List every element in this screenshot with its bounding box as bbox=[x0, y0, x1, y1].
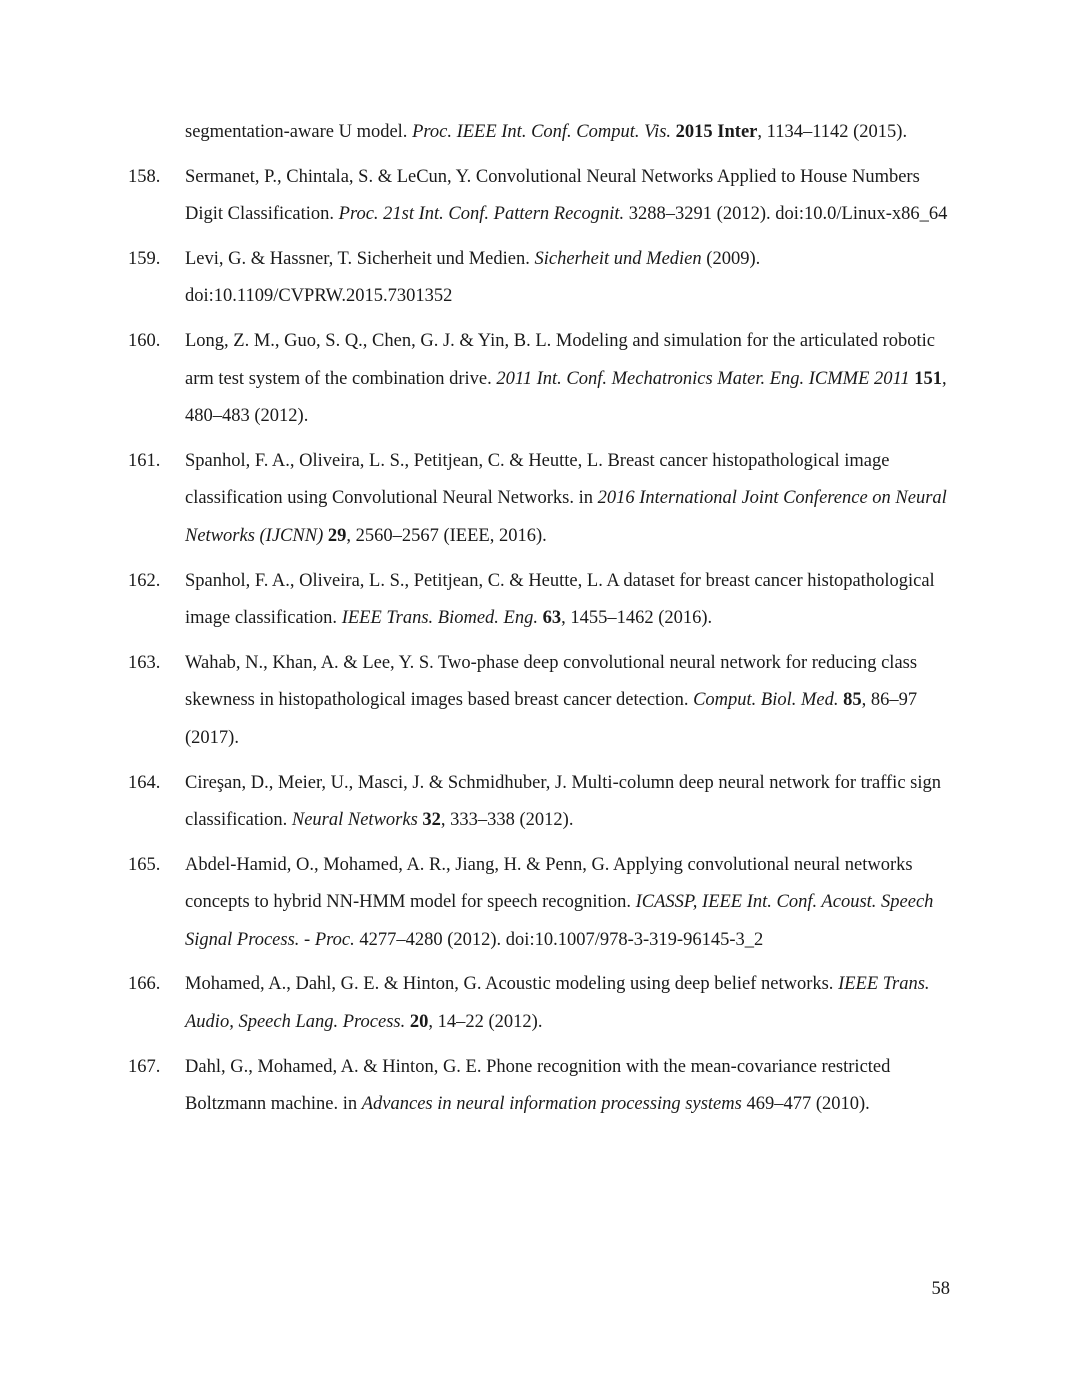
reference-number: 158. bbox=[128, 166, 161, 187]
reference-text bbox=[185, 241, 950, 316]
reference-text bbox=[185, 765, 950, 840]
reference-number: 162. bbox=[128, 570, 161, 591]
reference-text bbox=[185, 323, 950, 436]
bold-text: 2015 Inter bbox=[675, 122, 758, 142]
italic-text: Proc. IEEE Int. Conf. Comput. Vis. bbox=[412, 122, 672, 142]
reference-item bbox=[128, 241, 950, 316]
normal-text: 469–477 (2010). bbox=[741, 1094, 870, 1115]
bold-text: 20 bbox=[409, 1012, 429, 1033]
reference-item bbox=[128, 1049, 950, 1124]
reference-number: 159. bbox=[128, 248, 161, 269]
normal-text: Long, Z. M., Guo, S. Q., Chen, G. J. & Yin, B. L. Modeling and simulation for the articulated robotic arm test system of the combination drive. bbox=[185, 330, 936, 389]
reference-text bbox=[185, 645, 950, 758]
normal-text: , 333–338 (2012). bbox=[440, 810, 574, 831]
normal-text: segmentation-aware U model. bbox=[185, 122, 413, 142]
references-list bbox=[128, 114, 950, 1124]
normal-text: , 480–483 (2012). bbox=[185, 368, 947, 427]
normal-text: Dahl, G., Mohamed, A. & Hinton, G. E. Phone recognition with the mean-covariance restricted Boltzmann machine. in bbox=[185, 1056, 891, 1115]
reference-item bbox=[128, 563, 950, 638]
reference-text bbox=[185, 847, 950, 960]
page-number: 58 bbox=[931, 1279, 950, 1299]
reference-text bbox=[185, 966, 950, 1041]
reference-number: 167. bbox=[128, 1056, 161, 1077]
reference-item bbox=[128, 645, 950, 758]
bold-text: 63 bbox=[542, 608, 562, 629]
normal-text: Levi, G. & Hassner, T. Sicherheit und Medien. bbox=[185, 248, 535, 269]
italic-text: IEEE Trans. Biomed. Eng. bbox=[341, 608, 538, 629]
normal-text: , 2560–2567 (IEEE, 2016). bbox=[346, 525, 547, 546]
reference-number: 166. bbox=[128, 974, 161, 995]
normal-text: , 1134–1142 (2015). bbox=[757, 122, 908, 142]
normal-text: Mohamed, A., Dahl, G. E. & Hinton, G. Acoustic modeling using deep belief networks. bbox=[185, 974, 839, 995]
normal-text: 3288–3291 (2012). doi:10.0/Linux-x86_64 bbox=[624, 204, 948, 225]
reference-item bbox=[128, 323, 950, 436]
normal-text: , 14–22 (2012). bbox=[428, 1012, 543, 1033]
italic-text: Proc. 21st Int. Conf. Pattern Recognit. bbox=[338, 204, 625, 225]
normal-text: , 86–97 (2017). bbox=[185, 690, 918, 748]
reference-number bbox=[128, 114, 185, 152]
normal-text: 4277–4280 (2012). doi:10.1007/978-3-319-96145-3_2 bbox=[354, 929, 764, 950]
reference-item bbox=[128, 847, 950, 960]
normal-text: , 1455–1462 (2016). bbox=[561, 608, 713, 629]
reference-text bbox=[185, 114, 950, 152]
reference-item bbox=[128, 966, 950, 1041]
normal-text: Wahab, N., Khan, A. & Lee, Y. S. Two-phase deep convolutional neural network for reducing class skewness in histopathological images based breast cancer detection. bbox=[185, 652, 918, 711]
reference-number: 163. bbox=[128, 652, 161, 673]
reference-number: 164. bbox=[128, 772, 161, 793]
reference-continuation bbox=[128, 114, 950, 152]
reference-number: 165. bbox=[128, 854, 161, 875]
italic-text: 2011 Int. Conf. Mechatronics Mater. Eng. ICMME 2011 bbox=[496, 368, 910, 389]
normal-text: (2009). doi:10.1109/CVPRW.2015.7301352 bbox=[185, 248, 761, 307]
bold-text: 151 bbox=[914, 368, 943, 389]
italic-text: ICASSP, IEEE Int. Conf. Acoust. Speech Signal Process. - Proc. bbox=[185, 892, 934, 950]
reference-number: 161. bbox=[128, 450, 161, 471]
bold-text: 85 bbox=[843, 690, 862, 711]
normal-text: Sermanet, P., Chintala, S. & LeCun, Y. Convolutional Neural Networks Applied to House Numbers Digit Classification. bbox=[185, 166, 920, 225]
normal-text: Abdel-Hamid, O., Mohamed, A. R., Jiang, H. & Penn, G. Applying convolutional neural networks concepts to hybrid NN-HMM model for speech recognition. bbox=[185, 854, 913, 913]
reference-text bbox=[185, 1049, 950, 1124]
italic-text: Neural Networks bbox=[291, 810, 418, 831]
italic-text: Comput. Biol. Med. bbox=[693, 690, 839, 711]
normal-text: Spanhol, F. A., Oliveira, L. S., Petitjean, C. & Heutte, L. A dataset for breast cancer histopathological image classification. bbox=[185, 570, 935, 629]
italic-text: 2016 International Joint Conference on Neural Networks (IJCNN) bbox=[185, 488, 947, 546]
reference-number: 160. bbox=[128, 330, 161, 351]
normal-text: Cireşan, D., Meier, U., Masci, J. & Schmidhuber, J. Multi-column deep neural network for traffic sign classification. bbox=[185, 772, 941, 831]
bold-text: 29 bbox=[327, 525, 347, 546]
reference-item bbox=[128, 443, 950, 556]
reference-item bbox=[128, 159, 950, 234]
reference-text bbox=[185, 159, 950, 234]
reference-item bbox=[128, 765, 950, 840]
italic-text: IEEE Trans. Audio, Speech Lang. Process. bbox=[185, 974, 930, 1033]
reference-text bbox=[185, 443, 950, 556]
bold-text: 32 bbox=[422, 810, 441, 831]
reference-text bbox=[185, 563, 950, 638]
italic-text: Advances in neural information processing systems bbox=[361, 1094, 742, 1115]
italic-text: Sicherheit und Medien bbox=[534, 248, 702, 269]
normal-text: Spanhol, F. A., Oliveira, L. S., Petitjean, C. & Heutte, L. Breast cancer histopathological image classification using Convolutional Neural Networks. in bbox=[185, 450, 890, 509]
